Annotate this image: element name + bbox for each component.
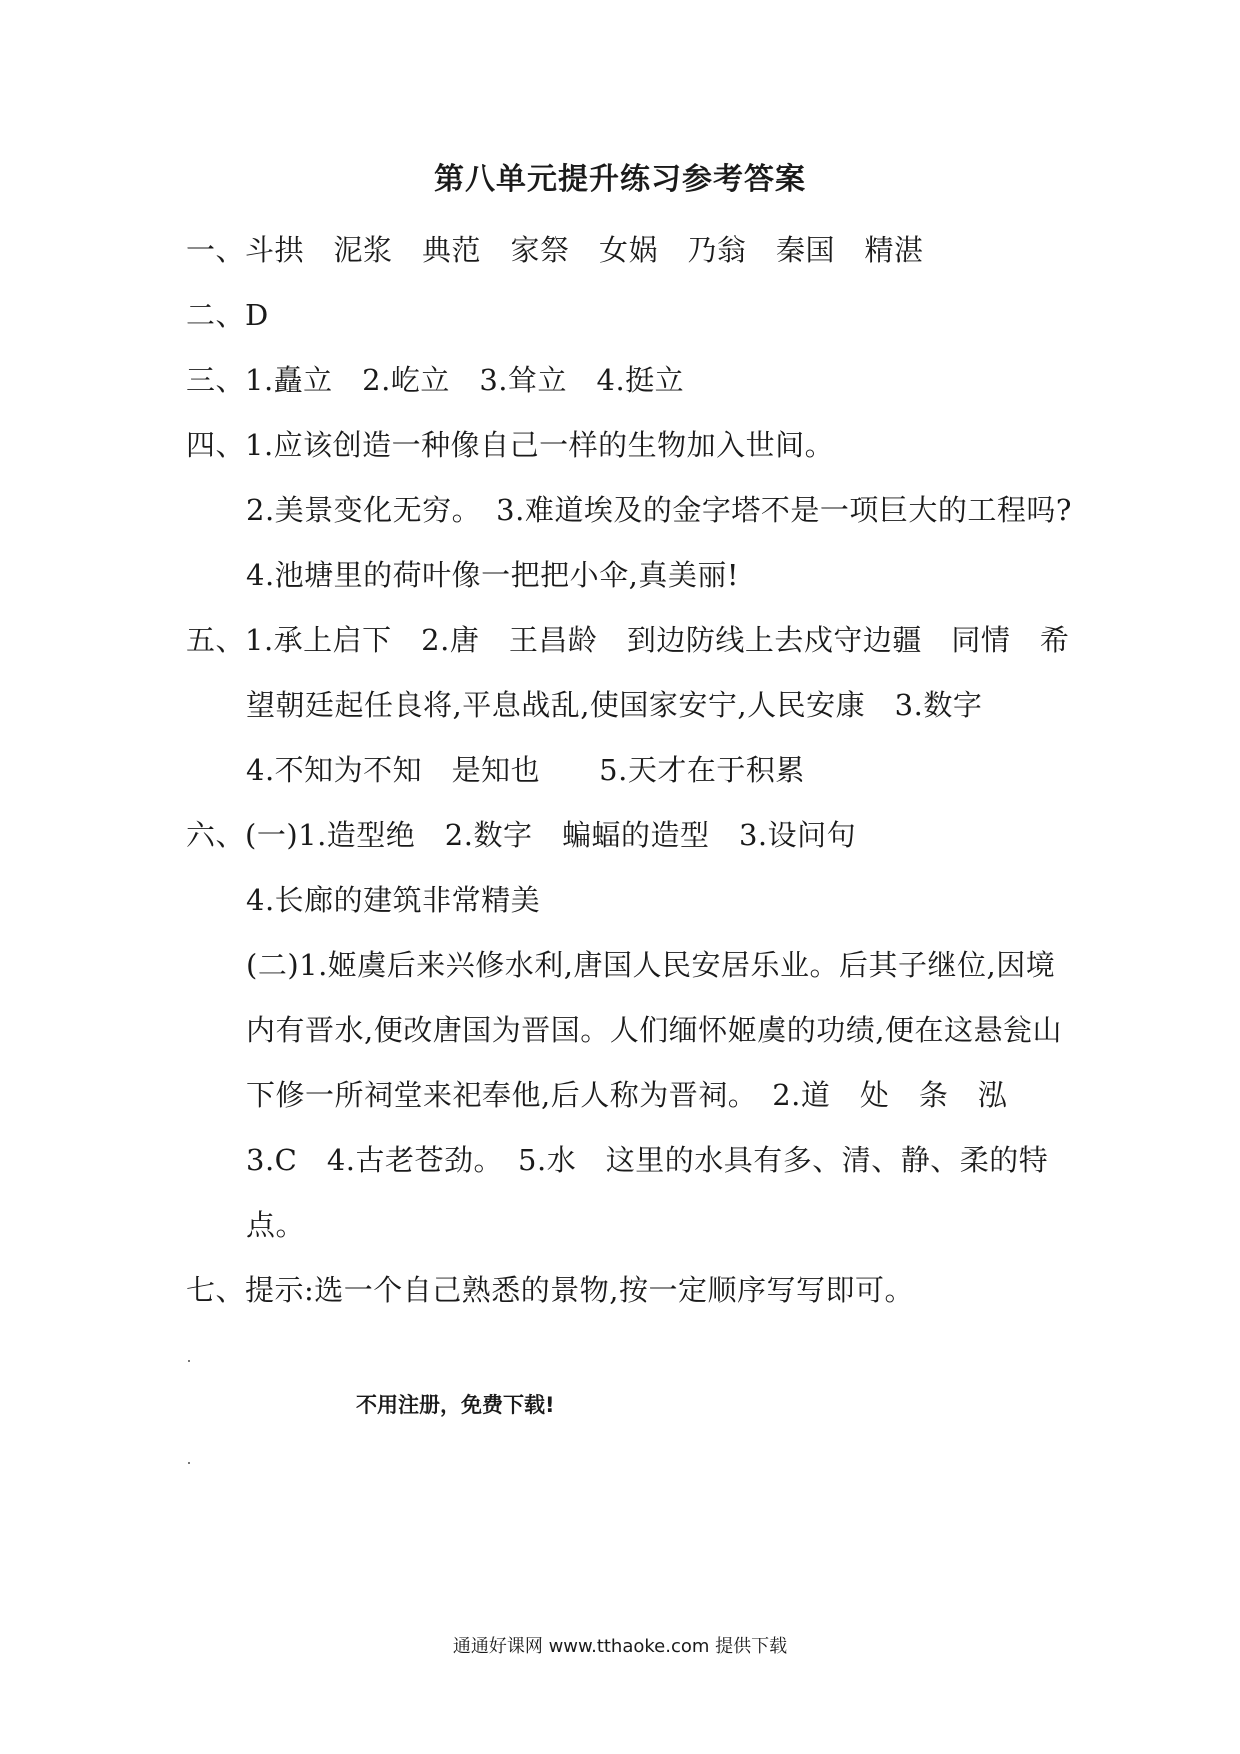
scan-speck [188, 1360, 190, 1362]
answer-line-6-4: 4.长廊的建筑非常精美 [246, 883, 541, 917]
answer-line-7: 七、提示:选一个自己熟悉的景物,按一定顺序写写即可。 [186, 1273, 914, 1307]
answer-line-6-part2-cont2: 下修一所祠堂来祀奉他,后人称为晋祠。 2.道 处 条 泓 [246, 1078, 1008, 1112]
answer-line-6-part2: (二)1.姬虞后来兴修水利,唐国人民安居乐业。后其子继位,因境 [246, 948, 1056, 982]
footer-credit: 通通好课网 www.tthaoke.com 提供下载 [452, 1636, 788, 1657]
answer-line-5: 五、1.承上启下 2.唐 王昌龄 到边防线上去戍守边疆 同情 希 [186, 623, 1070, 657]
page-title: 第八单元提升练习参考答案 [434, 162, 806, 197]
answer-line-2: 二、D [186, 298, 269, 332]
answer-line-5-cont: 望朝廷起任良将,平息战乱,使国家安宁,人民安康 3.数字 [246, 688, 983, 722]
answer-line-6-part2-end: 点。 [246, 1208, 306, 1242]
answer-line-6-part2-3: 3.C 4.古老苍劲。 5.水 这里的水具有多、清、静、柔的特 [246, 1143, 1049, 1177]
answer-line-4-4: 4.池塘里的荷叶像一把把小伞,真美丽! [246, 558, 740, 592]
download-note: 不用注册，免费下载! [356, 1393, 555, 1417]
answer-line-4: 四、1.应该创造一种像自己一样的生物加入世间。 [186, 428, 835, 462]
answer-line-6-part2-cont1: 内有晋水,便改唐国为晋国。人们缅怀姬虞的功绩,便在这悬瓮山 [246, 1013, 1062, 1047]
answer-line-6: 六、(一)1.造型绝 2.数字 蝙蝠的造型 3.设问句 [186, 818, 857, 852]
answer-line-5-4: 4.不知为不知 是知也 5.天才在于积累 [246, 753, 805, 787]
answer-line-1: 一、斗拱 泥浆 典范 家祭 女娲 乃翁 秦国 精湛 [186, 233, 924, 267]
scan-speck [188, 1462, 190, 1464]
answer-line-3: 三、1.矗立 2.屹立 3.耸立 4.挺立 [186, 363, 685, 397]
answer-line-4-2: 2.美景变化无穷。 3.难道埃及的金字塔不是一项巨大的工程吗? [246, 493, 1072, 527]
